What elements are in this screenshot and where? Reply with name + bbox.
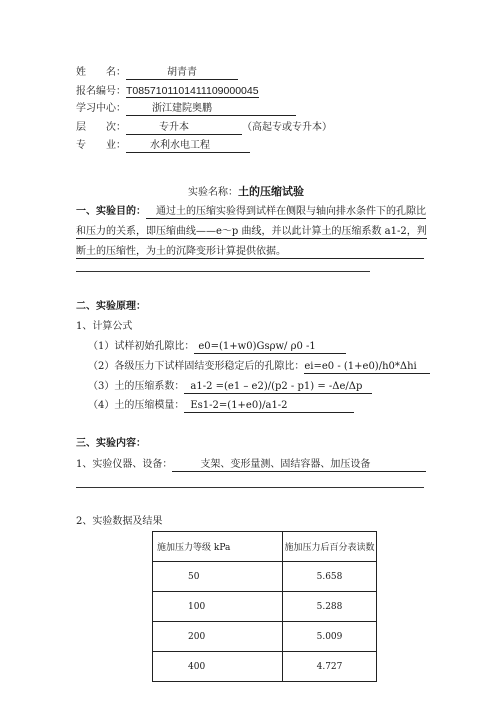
table-cell-pressure: 100: [153, 592, 283, 622]
table-cell-reading: 5.658: [283, 562, 377, 592]
formula-3-label: （3）土的压缩系数：: [88, 381, 185, 392]
formula-1: [88, 341, 346, 354]
id-label: 报名编号：: [76, 86, 126, 97]
purpose-line-3: [76, 246, 424, 259]
name-row: [76, 67, 238, 80]
formula-3: [88, 381, 372, 394]
id-row: [76, 85, 259, 98]
name-label: 姓 名：: [76, 67, 126, 78]
equipment-value: 支架、变形量测、固结容器、加压设备: [172, 459, 426, 472]
experiment-title-value: 土的压缩试验: [238, 185, 304, 198]
principle-heading: 二、实验原理：: [76, 301, 146, 312]
table-row: [153, 622, 377, 652]
formula-3-value: a1-2 =(e1 – e2)/(p2 - p1) = -Δe/Δp: [184, 381, 372, 394]
equipment-label: 1、实验仪器、设备：: [76, 459, 173, 470]
data-table: [152, 531, 377, 682]
formula-2: [88, 361, 430, 374]
level-value: 专升本: [126, 122, 242, 135]
table-header-pressure: 施加压力等级 kPa: [153, 532, 283, 562]
center-label: 学习中心：: [76, 103, 126, 114]
data-heading: 2、实验数据及结果: [76, 516, 163, 527]
level-row: [76, 122, 332, 135]
major-label: 专 业：: [76, 140, 126, 151]
table-cell-pressure: 50: [153, 562, 283, 592]
formula-1-label: （1）试样初始孔隙比：: [88, 341, 195, 352]
center-row: [76, 103, 296, 116]
purpose-text-3: 断土的压缩性，为土的沉降变形计算提供依据。: [76, 246, 424, 259]
experiment-title-label: 实验名称：: [188, 187, 238, 198]
table-cell-reading: 5.009: [283, 622, 377, 652]
purpose-line-1: [76, 206, 426, 219]
purpose-heading: 一、实验目的：: [76, 206, 146, 217]
formula-2-value: ei=e0 - (1+e0)/h0*Δhi: [304, 361, 430, 374]
id-value: T0857101101411109000045: [126, 85, 259, 97]
formula-4-label: （4）土的压缩模量：: [88, 400, 185, 411]
name-value: 胡青青: [126, 67, 238, 80]
level-note: （高起专或专升本）: [242, 122, 332, 133]
major-row: [76, 140, 250, 153]
table-row: [153, 652, 377, 682]
formula-4-value: Es1-2=(1+e0)/a1-2: [184, 400, 354, 413]
formula-heading: 1、计算公式: [76, 321, 133, 332]
table-row: [153, 592, 377, 622]
table-header-row: [153, 532, 377, 562]
equipment-blank-line: [76, 487, 424, 488]
purpose-text-1: 通过土的压缩实验得到试样在侧限与轴向排水条件下的孔隙比: [146, 206, 426, 219]
formula-4: [88, 400, 354, 413]
formula-2-label: （2）各级压力下试样固结变形稳定后的孔隙比：: [88, 361, 305, 372]
center-value: 浙江建院奥鹏: [126, 103, 296, 116]
experiment-title: [188, 180, 304, 199]
table-cell-reading: 4.727: [283, 652, 377, 682]
table-cell-pressure: 400: [153, 652, 283, 682]
table-header-reading: 施加压力后百分表读数: [283, 532, 377, 562]
level-label: 层 次：: [76, 122, 126, 133]
equipment-row: [76, 459, 426, 472]
purpose-line-2: [76, 226, 427, 239]
table-row: [153, 562, 377, 592]
purpose-blank-line: [76, 271, 370, 272]
formula-1-value: e0=(1+w0)Gsρw/ ρ0 -1: [194, 341, 346, 354]
major-value: 水利水电工程: [126, 140, 250, 153]
content-heading: 三、实验内容：: [76, 438, 146, 449]
table-cell-pressure: 200: [153, 622, 283, 652]
table-cell-reading: 5.288: [283, 592, 377, 622]
purpose-text-2: 和压力的关系，即压缩曲线——e～p 曲线，并以此计算土的压缩系数 a1-2，判: [76, 226, 427, 237]
